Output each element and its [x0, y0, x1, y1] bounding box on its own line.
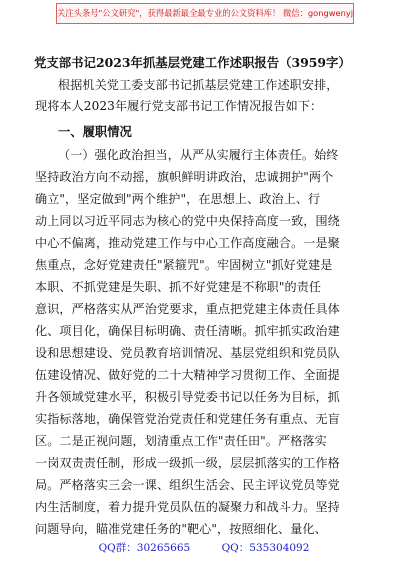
body-line: 设和思想建设、党员教育培训情况、基层党组织和党员队	[35, 346, 340, 360]
footer-qq-group: QQ群：30265665	[98, 542, 191, 554]
footer-qq: QQ：535304092	[221, 542, 310, 554]
body-line: 意识，严格落实从严治党要求，重点把党建主体责任具体	[35, 302, 340, 316]
section-heading: 一、履职情况	[58, 125, 132, 139]
body-line: 实指标落地，确保管党治党责任和党建任务有重点、无盲	[35, 412, 340, 426]
body-line: 内生活制度，着力提升党员队伍的凝聚力和战斗力。坚持	[35, 500, 340, 514]
body-line: 问题导向，瞄准党建任务的"靶心"，按照细化、量化、	[35, 522, 327, 536]
body-line: 确立"，坚定做到"两个维护"，在思想上、政治上、行	[35, 192, 321, 206]
body-line: 化、项目化，确保目标明确、责任清晰。抓牢抓实政治建	[35, 324, 340, 338]
header-banner: 关注头条号"公文研究"，获得最新最全最专业的公文资料库！ 微信：gongwenyj	[56, 3, 354, 24]
body-line: 区。二是正视问题，划清重点工作"责任田"。严格落实	[35, 434, 327, 448]
document-title: 党支部书记2023年抓基层党建工作述职报告（3959字）	[34, 55, 351, 70]
body-line: 伍建设情况、做好党的二十大精神学习贯彻工作、全面提	[35, 368, 340, 382]
body-line: 坚持政治方向不动摇，旗帜鲜明讲政治，忠诚拥护"两个	[35, 170, 334, 184]
footer-contact	[0, 540, 408, 555]
body-line: 本职、不抓党建是失职、抓不好党建是不称职"的责任	[35, 280, 322, 294]
body-line: 动上同以习近平同志为核心的党中央保持高度一致，围绕	[35, 214, 340, 228]
body-line: 升各领域党建水平，积极引导党委书记以任务为目标，抓	[35, 390, 340, 404]
body-line: （一）强化政治担当，从严从实履行主体责任。始终	[58, 148, 339, 162]
intro-line: 现将本人2023年履行党支部书记工作情况报告如下：	[35, 99, 323, 113]
intro-line: 根据机关党工委支部书记抓基层党建工作述职安排，	[58, 78, 339, 92]
body-line: 焦重点，念好党建责任"紧箍咒"。牢固树立"抓好党建是	[35, 258, 333, 272]
body-line: 局。严格落实三会一课、组织生活会、民主评议党员等党	[35, 478, 340, 492]
body-line: 一岗双责责任制，形成一级抓一级，层层抓落实的工作格	[35, 456, 340, 470]
body-line: 中心不偏离，推动党建工作与中心工作高度融合。一是聚	[35, 236, 340, 250]
